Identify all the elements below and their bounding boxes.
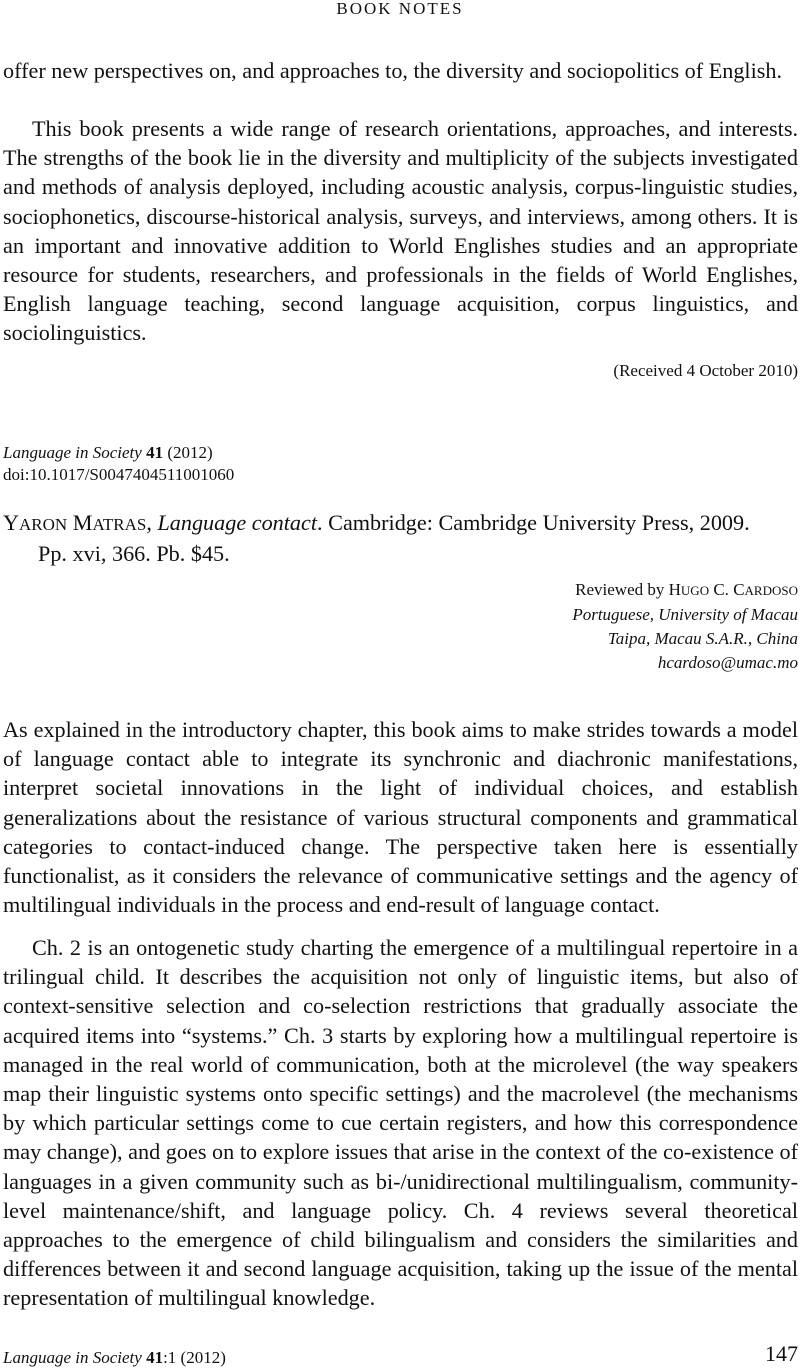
citation-journal: Language in Society — [3, 443, 142, 462]
book-details: Pp. xvi, 366. Pb. $45. — [38, 541, 230, 566]
footer-issue-year: :1 (2012) — [163, 1348, 226, 1367]
previous-review-paragraph-1: offer new perspectives on, and approaches to, the diversity and sociopolitics of English. — [3, 58, 783, 83]
reviewer-location: Taipa, Macau S.A.R., China — [607, 629, 798, 648]
author-first-rest: ARON — [19, 515, 68, 534]
reviewer-last-initial: C — [733, 580, 745, 599]
citation-doi: doi:10.1017/S0047404511001060 — [3, 465, 235, 484]
author-first-initial: Y — [3, 510, 20, 535]
previous-review-paragraph-2: This book presents a wide range of research orientations, approaches, and interests. The strengths of the book lie in the diversity and multiplicity of the subjects investigated and methods of analysis deployed, including acoustic analysis, corpus-linguistic studies, sociophonetics, discourse-historical analysis, surveys, and interviews, among others. It is an important and innovative addition to World Englishes studies and an appropriate resource for students, researchers, and professionals in the fields of World Englishes, English language teaching, second language acquisition, corpus linguistics, and sociolinguistics. — [3, 116, 798, 346]
running-head: BOOK NOTES — [336, 0, 464, 18]
reviewer-affiliation: Portuguese, University of Macau — [572, 605, 798, 624]
review-paragraph-2: Ch. 2 is an ontogenetic study charting the emergence of a multilingual repertoire in a trilingual child. It describes the acquisition not only of linguistic items, but also of context-sensitive selection and co-selection restrictions that gradually associate the acquired items into “systems.” Ch. 3 starts by exploring how a multilingual repertoire is managed in the real world of communication, both at the microlevel (the way speakers map their linguistic systems onto specific settings) and the macrolevel (the mechanisms by which particular settings come to cue certain registers, and how this correspondence may change), and goes on to explore issues that arise in the context of the co-existence of languages in a given community such as bi-/unidirectional multilingualism, community-level maintenance/shift, and language policy. Ch. 4 reviews several theoretical approaches to the emergence of child bilingualism and considers the similarities and differences between it and second language acquisition, taking up the issue of the mental representation of multilingual knowledge. — [3, 935, 798, 1311]
footer-citation — [3, 1349, 226, 1367]
reviewer-last-rest: ARDOSO — [744, 583, 798, 598]
citation-volume: 41 — [146, 443, 164, 462]
reviewer-prefix: Reviewed by — [575, 580, 665, 599]
page-number: 147 — [765, 1341, 798, 1366]
reviewer-first-initial: H — [668, 580, 681, 599]
citation-block — [3, 442, 234, 486]
reviewer-middle: C. — [713, 580, 729, 599]
citation-year: (2012) — [167, 443, 213, 462]
book-reference: YARON MATRAS, Language contact. Cambridge: Cambridge University Press, 2009. Pp. xvi, 366. Pb. $45. — [3, 508, 798, 568]
book-title: Language contact — [157, 510, 318, 535]
book-publisher: . Cambridge: Cambridge University Press, 2009. — [317, 510, 750, 535]
footer-journal: Language in Society — [3, 1348, 142, 1367]
citation-journal-line — [3, 442, 234, 464]
review-paragraph-1: As explained in the introductory chapter, this book aims to make strides towards a model of language contact able to integrate its synchronic and diachronic manifestations, interpret societal innovations in the light of individual choices, and establish generalizations about the resistance of various structural components and grammatical categories to contact-induced change. The perspective taken here is essentially functionalist, as it considers the relevance of communicative settings and the agency of multilingual individuals in the process and end-result of language contact. — [3, 717, 798, 918]
author-last-initial: M — [72, 510, 93, 535]
reviewer-email[interactable]: hcardoso@umac.mo — [657, 653, 798, 672]
reviewer-first-rest: UGO — [680, 583, 710, 598]
footer-volume: 41 — [146, 1348, 164, 1367]
reviewer-name-line — [572, 578, 798, 603]
reviewer-block — [572, 578, 798, 675]
book-author — [3, 510, 146, 535]
received-date: (Received 4 October 2010) — [613, 361, 798, 380]
author-last-rest: ATRAS — [92, 515, 147, 534]
